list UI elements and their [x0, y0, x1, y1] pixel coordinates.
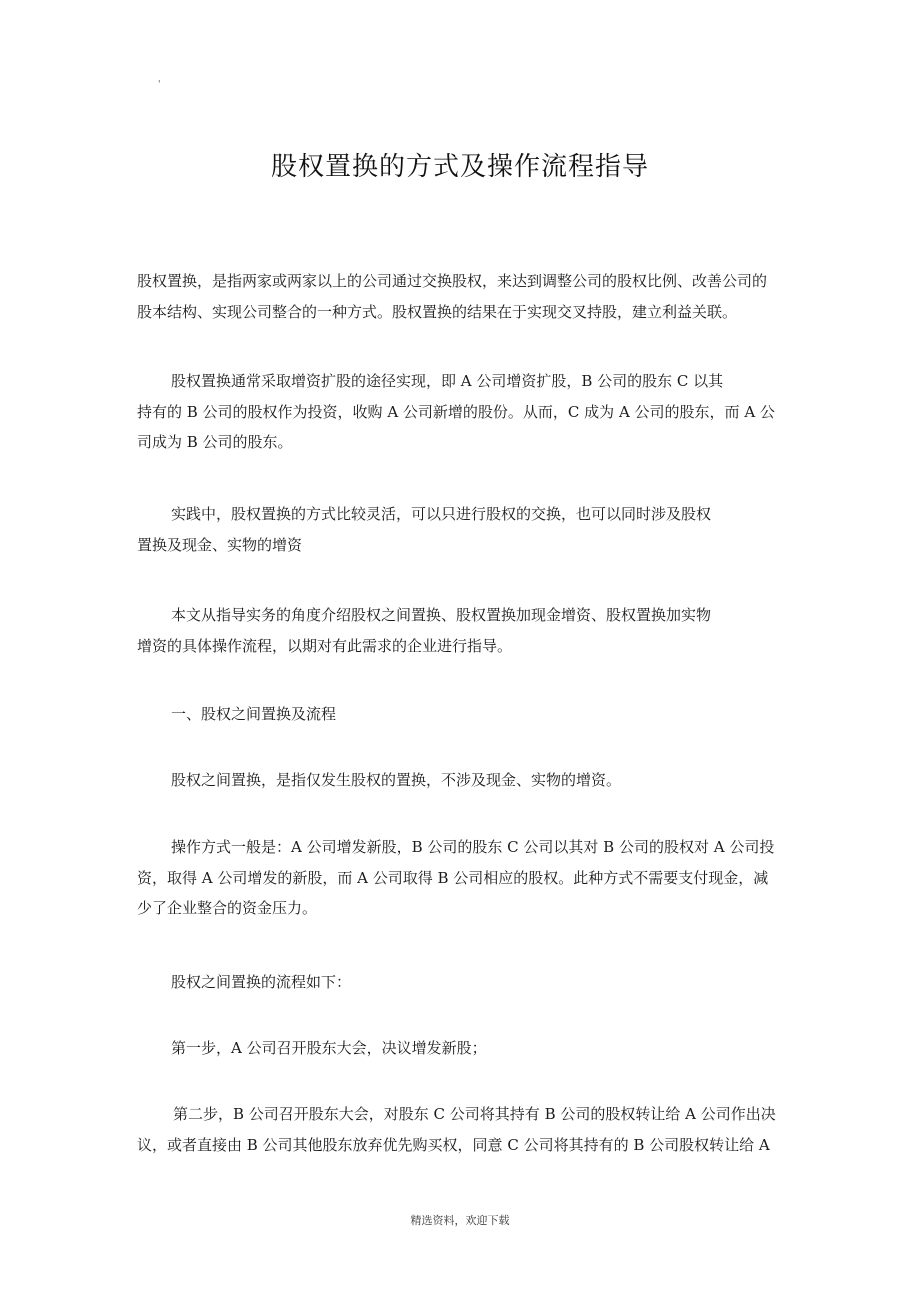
paragraph-operation: [137, 832, 785, 924]
paragraph-process-intro: [137, 967, 785, 998]
paragraph-scope: [137, 600, 785, 661]
text-line: 本文从指导实务的角度介绍股权之间置换、股权置换加现金增资、股权置换加实物: [171, 606, 712, 624]
text-line: 股权之间置换的流程如下：: [171, 973, 352, 991]
text-line: 股权置换，是指两家或两家以上的公司通过交换股权，来达到调整公司的股权比例、改善公司的: [137, 272, 768, 290]
paragraph-definition: [137, 266, 785, 327]
paragraph-step-2: [137, 1099, 785, 1160]
paragraph-practice: [137, 499, 785, 560]
text-line: 第一步，A 公司召开股东大会，决议增发新股；: [171, 1039, 487, 1057]
document-title: 股权置换的方式及操作流程指导: [270, 152, 649, 182]
text-line: 议，或者直接由 B 公司其他股东放弃优先购买权，同意 C 公司将其持有的 B 公司股权转让给 A: [137, 1135, 770, 1154]
paragraph-equity-swap: [137, 765, 785, 796]
text-line: 股本结构、实现公司整合的一种方式。股权置换的结果在于实现交叉持股，建立利益关联。: [137, 302, 738, 321]
text-line: 股权之间置换，是指仅发生股权的置换，不涉及现金、实物的增资。: [171, 771, 622, 789]
section-heading-1: [137, 699, 785, 730]
section-heading: 一、股权之间置换及流程: [171, 705, 337, 723]
text-line: 增资的具体操作流程，以期对有此需求的企业进行指导。: [137, 636, 513, 655]
text-line: 持有的 B 公司的股权作为投资，收购 A 公司新增的股份。从而，C 成为 A 公司的股东，而 A 公: [137, 402, 775, 421]
text-line: 操作方式一般是：A 公司增发新股，B 公司的股东 C 公司以其对 B 公司的股权对 A 公司投: [171, 838, 775, 856]
text-line: 实践中，股权置换的方式比较灵活，可以只进行股权的交换，也可以同时涉及股权: [171, 505, 712, 523]
text-line: 司成为 B 公司的股东。: [137, 433, 293, 451]
corner-mark: ': [158, 80, 161, 90]
text-line: 少了企业整合的资金压力。: [137, 899, 318, 917]
text-line: 股权置换通常采取增资扩股的途径实现，即 A 公司增资扩股，B 公司的股东 C 以其: [171, 372, 724, 390]
paragraph-method: [137, 366, 785, 458]
text-line: 置换及现金、实物的增资: [137, 535, 303, 554]
page-footer: 精选资料，欢迎下载: [410, 1214, 510, 1227]
text-line: 资，取得 A 公司增发的新股，而 A 公司取得 B 公司相应的股权。此种方式不需要支付现金，减: [137, 868, 769, 887]
text-line: 第二步，B 公司召开股东大会，对股东 C 公司将其持有 B 公司的股权转让给 A 公司作出决: [173, 1105, 776, 1123]
paragraph-step-1: [137, 1033, 785, 1064]
